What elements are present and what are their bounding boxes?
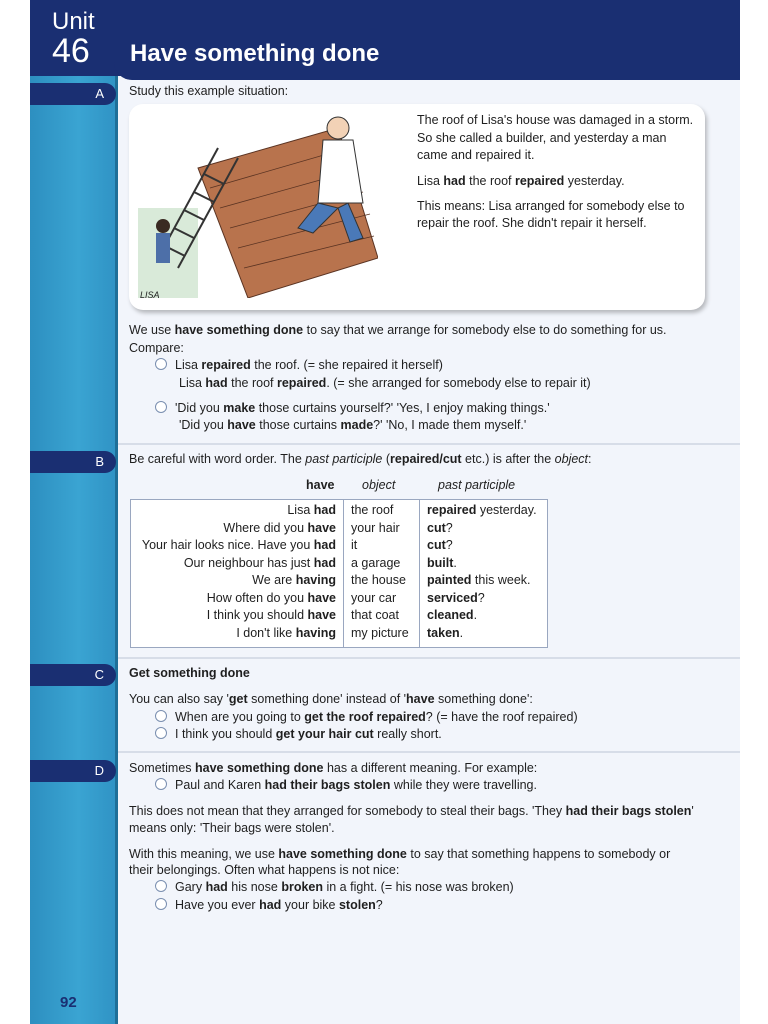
unit-number: 46 (52, 32, 90, 70)
table-cell: serviced? (427, 590, 485, 605)
section-tab-c: C (30, 664, 116, 686)
table-header-object: object (362, 478, 396, 492)
table-cell: cut? (427, 520, 453, 535)
story-means-2: repair the roof. She didn't repair it herself. (417, 216, 647, 230)
meaning-line-2: their belongings. Often what happens is not nice: (129, 863, 400, 877)
table-header-have: have (306, 478, 335, 492)
table-column-object (351, 502, 409, 642)
side-stripe (30, 0, 118, 1024)
bullet-icon (155, 358, 167, 370)
story-line-1: The roof of Lisa's house was damaged in a storm. (417, 113, 694, 127)
table-header-past-participle: past participle (438, 478, 516, 492)
use-explanation: We use have something done to say that we arrange for somebody else to do something for us. (129, 323, 667, 337)
word-order-intro: Be careful with word order. The past participle (repaired/cut etc.) is after the object: (129, 452, 592, 466)
example-a2-line1: 'Did you make those curtains yourself?' 'Yes, I enjoy making things.' (155, 400, 550, 417)
story-line-3: came and repaired it. (417, 148, 535, 162)
table-cell: my picture (351, 625, 409, 640)
table-cell: cut? (427, 538, 453, 552)
section-divider (118, 443, 740, 445)
explanation-line-2: means only: 'Their bags were stolen'. (129, 821, 335, 835)
table-cell: your hair (351, 520, 400, 535)
table-divider (343, 499, 344, 648)
page-title: Have something done (130, 40, 380, 67)
example-a1-line1: Lisa repaired the roof. (= she repaired it herself) (155, 357, 443, 374)
lisa-caption: LISA (140, 290, 160, 300)
table-cell: it (351, 538, 358, 552)
table-cell: repaired yesterday. (427, 503, 537, 517)
section-tab-b: B (30, 451, 116, 473)
table-cell: I don't like having (236, 625, 336, 640)
table-cell: the house (351, 573, 406, 587)
table-cell: painted this week. (427, 573, 531, 587)
bullet-icon (155, 727, 167, 739)
example-a1-line2: Lisa had the roof repaired. (= she arranged for somebody else to repair it) (179, 376, 591, 390)
table-cell: We are having (252, 573, 336, 587)
explanation-line-1: This does not mean that they arranged for somebody to steal their bags. 'They had their bags stolen' (129, 804, 694, 818)
section-a-intro: Study this example situation: (129, 84, 289, 98)
table-cell: I think you should have (206, 608, 336, 622)
story-line-2: So she called a builder, and yesterday a man (417, 131, 667, 145)
different-meaning-intro: Sometimes have something done has a different meaning. For example: (129, 761, 538, 775)
example-d1: Paul and Karen had their bags stolen while they were travelling. (155, 777, 537, 794)
bullet-icon (155, 710, 167, 722)
table-column-past-participle (427, 502, 537, 642)
section-tab-d: D (30, 760, 116, 782)
example-a2-line2: 'Did you have those curtains made?' 'No, I made them myself.' (179, 418, 527, 432)
bullet-icon (155, 898, 167, 910)
table-cell: the roof (351, 503, 394, 517)
section-tab-a: A (30, 83, 116, 105)
table-cell: How often do you have (206, 590, 336, 605)
section-divider (118, 751, 740, 753)
example-d3: Have you ever had your bike stolen? (155, 897, 383, 914)
table-column-have (130, 502, 336, 642)
example-c1: When are you going to get the roof repaired? (= have the roof repaired) (155, 709, 578, 726)
table-divider (419, 499, 420, 648)
section-divider (118, 657, 740, 659)
bullet-icon (155, 880, 167, 892)
table-cell: cleaned. (427, 608, 478, 622)
meaning-line-1: With this meaning, we use have something done to say that something happens to somebody or (129, 847, 671, 861)
compare-label: Compare: (129, 341, 184, 355)
example-c2: I think you should get your hair cut really short. (155, 726, 442, 743)
roof-repair-illustration (138, 108, 378, 298)
get-intro: You can also say 'get something done' instead of 'have something done': (129, 692, 533, 706)
table-cell: a garage (351, 555, 401, 570)
story-lisa-had: Lisa had the roof repaired yesterday. (417, 174, 625, 188)
unit-label: Unit (52, 8, 95, 35)
page-number: 92 (60, 994, 77, 1011)
table-cell: Where did you have (223, 520, 336, 535)
example-d2: Gary had his nose broken in a fight. (= his nose was broken) (155, 879, 514, 896)
table-cell: Our neighbour has just had (183, 555, 336, 570)
table-cell: that coat (351, 608, 399, 622)
section-c-heading: Get something done (129, 666, 250, 680)
table-cell: taken. (427, 625, 464, 640)
table-cell: built. (427, 555, 457, 570)
table-cell: your car (351, 590, 397, 605)
table-cell: Your hair looks nice. Have you had (141, 538, 336, 552)
table-cell: Lisa had (287, 503, 336, 517)
bullet-icon (155, 778, 167, 790)
bullet-icon (155, 401, 167, 413)
story-means-1: This means: Lisa arranged for somebody else to (417, 199, 685, 213)
